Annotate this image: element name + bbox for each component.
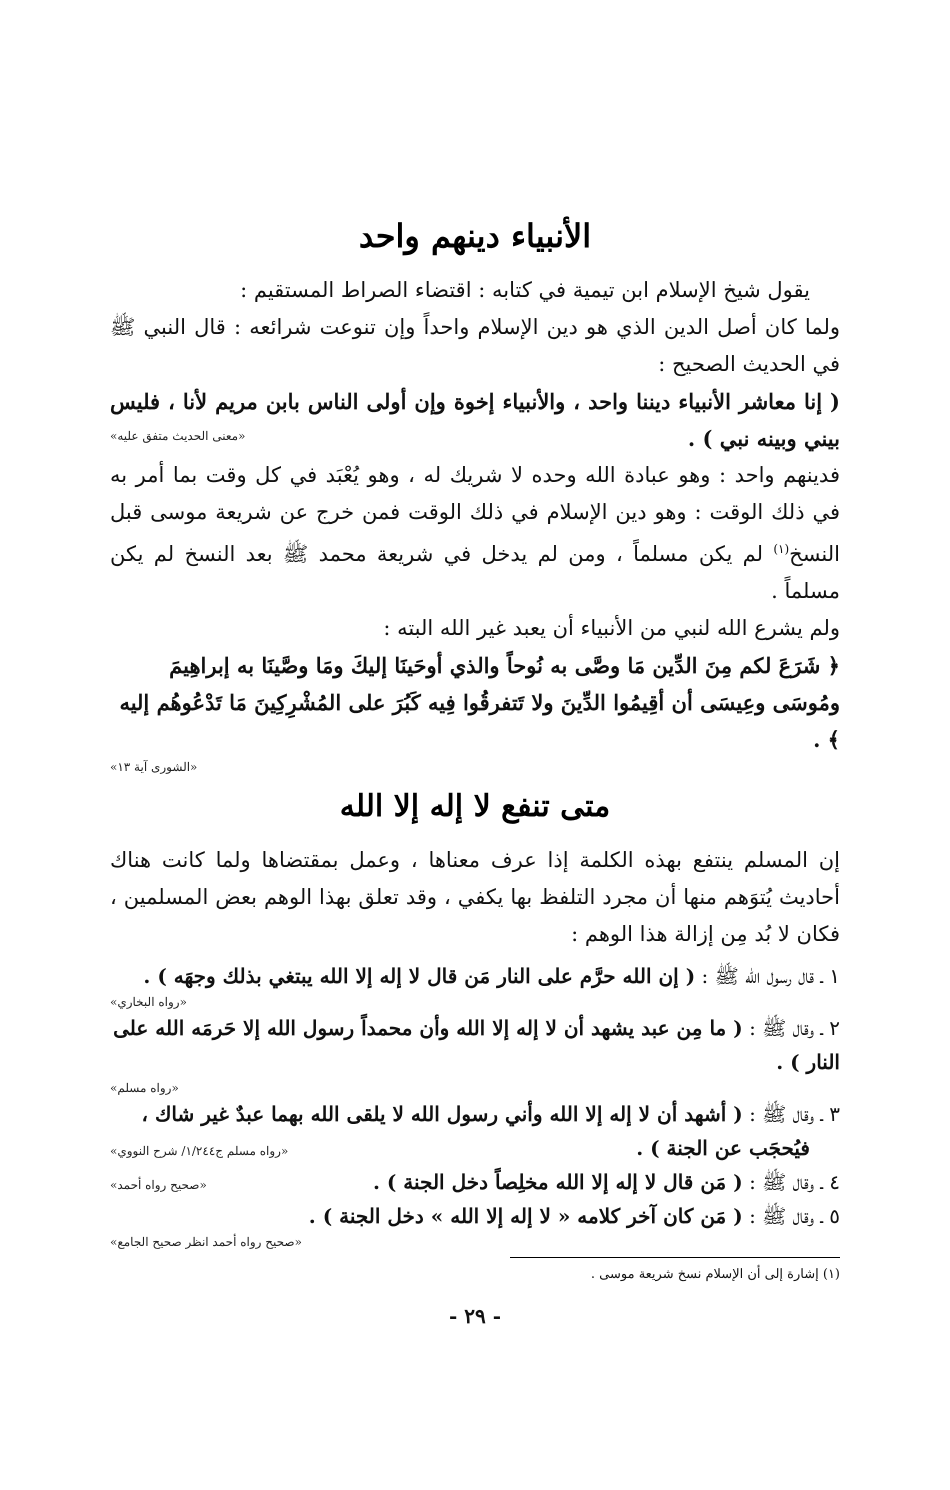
hadith-reference: «صحيح رواه أحمد» <box>110 1178 207 1192</box>
hadith-number: ١ ـ قال رسول الله ﷺ : <box>701 964 840 988</box>
hadith-reference: «رواه مسلم ج١/٢٤٤/ شرح النووي» <box>110 1144 289 1158</box>
quran-reference: «الشورى آية ١٣» <box>110 760 198 774</box>
hadith-number: ٤ ـ وقال ﷺ : <box>749 1170 840 1194</box>
list-item <box>110 959 840 1011</box>
footnote-marker: (١) <box>773 542 790 556</box>
section-title: الأنبياء دينهم واحد <box>358 217 592 255</box>
hadith-text: ( أشهد أن لا إله إلا الله وأني رسول الله لا يلقى الله بهما عبدٌ غير شاك ، <box>141 1102 743 1126</box>
paragraph-text: لم يكن مسلماً ، ومن لم يدخل في شريعة محمد ﷺ بعد النسخ لم يكن مسلماً . <box>110 542 840 603</box>
quran-verse: ﴿ شَرَعَ لكم مِنَ الدِّين مَا وصَّى به نُوحاً والذي أوحَينَا إليكَ ومَا وصَّينَا به إبراهِيمَ ومُوسَى وعِيسَى أن أقِيمُوا الدِّينَ ولا تَتفرقُوا فِيه كَبُرَ على المُشْرِكِينَ مَا تَدْعُوهُم إليه ﴾ . <box>119 653 840 752</box>
paragraph <box>110 457 840 610</box>
hadith-reference: «رواه مسلم» <box>110 1081 179 1095</box>
paragraph: ولم يشرع الله لنبي من الأنبياء أن يعبد غير الله البته : <box>383 616 840 640</box>
hadith-list <box>110 959 840 1251</box>
footnote: (١) إشارة إلى أن الإسلام نسخ شريعة موسى . <box>590 1267 840 1282</box>
intro-line: يقول شيخ الإسلام ابن تيمية في كتابه : اقتضاء الصراط المستقيم : <box>240 278 810 302</box>
hadith-continuation-row <box>110 1131 840 1165</box>
page-number: - ٢٩ - <box>448 1304 501 1328</box>
list-item <box>110 1165 840 1199</box>
hadith-quote: ( إنا معاشر الأنبياء ديننا واحد ، والأنبياء إخوة وإن أولى الناس بابن مريم لأنا ، فليس بيني وبينه نبي ) . <box>110 389 840 451</box>
hadith-reference: «معنى الحديث متفق عليه» <box>110 429 246 443</box>
book-page <box>110 200 840 1328</box>
hadith-text: ( ما مِن عبد يشهد أن لا إله إلا الله وأن محمداً رسول الله إلا حَرمَه الله على النار ) . <box>113 1016 840 1074</box>
section-title: متى تنفع لا إله إلا الله <box>339 789 611 824</box>
paragraph: إن المسلم ينتفع بهذه الكلمة إذا عرف معناها ، وعمل بمقتضاها ولما كانت هناك أحاديث يُتوَهم منها أن مجرد التلفظ بها يكفي ، وقد تعلق بهذا الوهم بعض المسلمين ، فكان لا بُد مِن إزالة هذا الوهم : <box>110 848 840 946</box>
list-item <box>110 1011 840 1097</box>
paragraph: ولما كان أصل الدين الذي هو دين الإسلام واحداً وإن تنوعت شرائعه : قال النبي ﷺ في الحديث الصحيح : <box>110 315 840 376</box>
hadith-reference: «رواه البخاري» <box>110 995 187 1009</box>
footnote-divider <box>510 1257 840 1258</box>
hadith-reference: «صحيح رواه أحمد انظر صحيح الجامع» <box>110 1235 302 1249</box>
paragraph-text: فدينهم واحد : وهو عبادة الله وحده لا شريك له ، وهو يُعْبَد في كل وقت بما أمر به في ذلك الوقت : وهو دين الإسلام في ذلك الوقت فمن خرج عن شريعة موسى قبل النسخ <box>110 463 840 566</box>
hadith-text: ( إن الله حرَّم على النار مَن قال لا إله إلا الله يبتغي بذلك وجهَه ) . <box>143 964 696 988</box>
hadith-number: ٢ ـ وقال ﷺ : <box>749 1016 840 1040</box>
list-item <box>110 1097 840 1165</box>
hadith-number: ٥ ـ وقال ﷺ : <box>749 1204 840 1228</box>
hadith-number: ٣ ـ وقال ﷺ : <box>749 1102 840 1126</box>
hadith-text: فيُحجَب عن الجنة ) . <box>636 1136 810 1160</box>
hadith-text: ( مَن قال لا إله إلا الله مخلِصاً دخل الجنة ) . <box>372 1170 743 1194</box>
hadith-text: ( مَن كان آخر كلامه « لا إله إلا الله » دخل الجنة ) . <box>308 1204 743 1228</box>
list-item <box>110 1199 840 1251</box>
